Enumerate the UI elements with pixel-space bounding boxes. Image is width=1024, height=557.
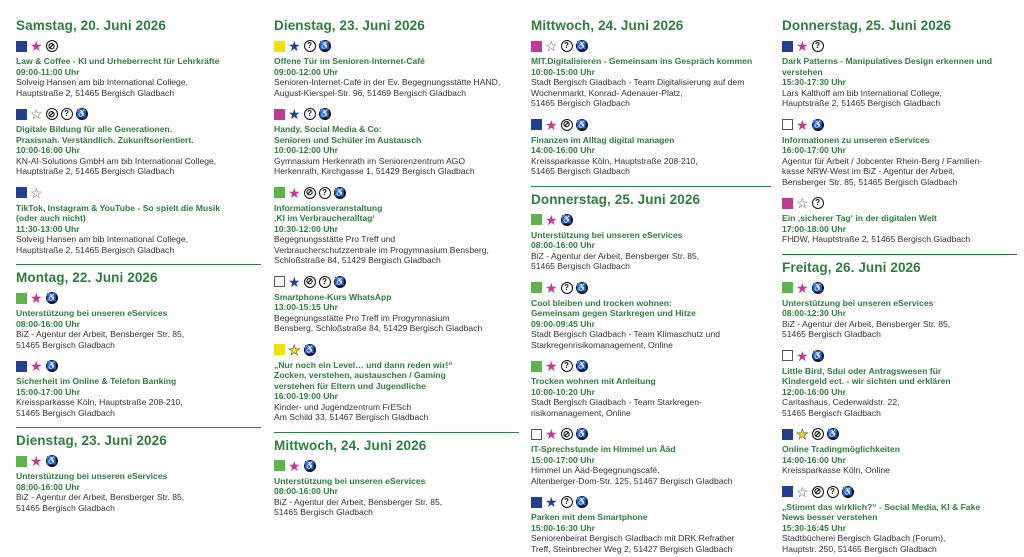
category-square-yellow-icon (274, 41, 285, 52)
category-square-blue-icon (531, 119, 542, 130)
category-square-green-icon (531, 214, 542, 225)
event-location: Stadtbücherei Bergisch Gladbach (Forum), Hauptstr. 250, 51465 Bergisch Gladbach (782, 533, 946, 554)
event-entry (16, 107, 261, 177)
event-title: Sicherheit im Online & Telefon Banking (16, 376, 177, 386)
category-square-blue-icon (782, 429, 793, 440)
star-magenta-icon: ★ (30, 290, 43, 306)
event-icons (782, 427, 1017, 441)
event-title: TikTok, Instagram & YouTube - So spielt die Musik (oder auch nicht) (16, 202, 221, 223)
event-title: Law & Coffee - KI und Urheberrecht für Lehrkräfte (16, 56, 220, 66)
category-square-green-icon (16, 456, 27, 467)
wheelchair-accessible-icon: ♿ (812, 350, 823, 360)
event-time: 17:00-18:00 Uhr (782, 223, 847, 234)
day-heading: Donnerstag, 25. Juni 2026 (531, 186, 771, 207)
event-location: Lars Kalthoff am bib International College, Hauptstraße 2, 51465 Bergisch Gladbach (782, 87, 942, 108)
category-square-green-icon (531, 361, 542, 372)
event-title: Digitale Bildung für alle Generationen. Praxisnah. Verständlich. Zukunftsorientiert. (16, 124, 194, 145)
question-icon: ? (61, 108, 73, 120)
event-icons (16, 39, 261, 53)
event-entry (531, 427, 771, 486)
event-icons (274, 343, 519, 357)
wheelchair-accessible-icon: ♿ (576, 119, 587, 129)
star-blue-icon: ★ (288, 38, 301, 54)
event-entry (16, 359, 261, 418)
star-magenta-icon: ★ (30, 38, 43, 54)
event-location: Kreissparkasse Köln, Hauptstraße 208-210, 51465 Bergisch Gladbach (531, 155, 698, 176)
schedule-column (16, 18, 261, 522)
star-yellow-icon: ★ (288, 341, 301, 358)
event-icons (782, 118, 1017, 132)
question-icon: ? (561, 360, 573, 372)
wheelchair-accessible-icon: ♿ (46, 361, 57, 370)
day-heading: Dienstag, 23. Juni 2026 (16, 427, 261, 448)
event-title: „Nur noch ein Level… und dann reden wir!“ Zocken, verstehen, austauschen / Gaming verstehen für Eltern und Jugendliche (274, 359, 453, 391)
event-entry (782, 349, 1017, 419)
day-heading: Freitag, 26. Juni 2026 (782, 254, 1017, 275)
event-icons (782, 39, 1017, 53)
wheelchair-accessible-icon: ♿ (812, 119, 823, 129)
event-time: 09:00-11:00 Uhr (16, 66, 80, 77)
event-time: 13:00-15:15 Uhr (274, 302, 339, 312)
category-square-green-icon (782, 282, 793, 293)
event-location: Himmel un Ääd-Begegnungscafé, Altenberger-Dom-Str. 125, 51467 Bergisch Gladbach (531, 465, 733, 486)
event-time: 08:00-16:00 Uhr (531, 240, 596, 250)
event-title: Handy, Social Media & Co: Senioren und Schüler im Austausch (274, 124, 422, 145)
event-title: Ein ‚sicherer Tag‘ in der digitalen Welt (782, 213, 937, 223)
schedule-column (782, 18, 1017, 557)
event-location: KN-AI-Solutions GmbH am bib International College, Hauptstraße 2, 51465 Bergisch Gladbach (16, 155, 217, 176)
category-square-green-icon (274, 460, 285, 471)
event-location: BiZ - Agentur der Arbeit, Bensberger Str. 85, 51465 Bergisch Gladbach (782, 318, 951, 339)
star-magenta-icon: ★ (288, 184, 301, 201)
event-title: MIT.Digitalisieren - Gemeinsam ins Gespräch kommen (531, 56, 753, 66)
event-location: Seniorenbeirat Bergisch Gladbach mit DRK Refrather Treff, Steinbrecher Weg 2, 51427 Bergisch Gladbach (531, 533, 735, 554)
event-icons (531, 118, 771, 132)
wheelchair-accessible-icon: ♿ (319, 41, 330, 50)
event-title: Smartphone-Kurs WhatsApp (274, 291, 392, 302)
event-entry (531, 39, 771, 109)
wheelchair-accessible-icon: ♿ (576, 497, 587, 506)
event-icons (16, 359, 261, 373)
category-square-green-icon (16, 293, 27, 304)
event-location: Stadt Bergisch Gladbach - Team Digitalisierung auf dem Wochenmarkt, Konrad- Adenauer-Platz, 51465 Bergisch Gladbach (531, 77, 745, 108)
event-title: Unterstützung bei unseren eServices (274, 475, 426, 486)
event-entry (16, 291, 261, 350)
category-square-blue-icon (782, 41, 793, 52)
star-white-icon: ☆ (30, 184, 43, 201)
star-magenta-icon: ★ (545, 116, 558, 133)
event-title: Finanzen im Alltag digital managen (531, 134, 675, 145)
event-title: Trocken wohnen mit Anleitung (531, 376, 656, 386)
event-entry (782, 118, 1017, 188)
event-location: BiZ - Agentur der Arbeit, Bensberger Str. 85, 51465 Bergisch Gladbach (531, 250, 700, 271)
category-square-magenta-icon (274, 109, 285, 120)
event-time: 15:30-16:45 Uhr (782, 522, 847, 533)
question-icon: ? (827, 486, 839, 498)
event-location: BiZ - Agentur der Arbeit, Bensberger Str. 85, 51465 Bergisch Gladbach (274, 496, 443, 517)
event-icons (531, 427, 771, 441)
event-title: „Stimmt das wirklich?“ - Social Media, KI & Fake News besser verstehen (782, 501, 981, 522)
wheelchair-accessible-icon: ♿ (561, 214, 572, 224)
event-location: FHDW, Hauptstraße 2, 51465 Bergisch Gladbach (782, 234, 971, 244)
category-square-blue-icon (782, 486, 793, 497)
day-heading: Montag, 22. Juni 2026 (16, 264, 261, 285)
category-square-yellow-icon (274, 344, 285, 355)
star-magenta-icon: ★ (545, 279, 558, 296)
question-icon: ? (561, 282, 573, 294)
category-square-blue-icon (16, 41, 27, 52)
event-location: Solveig Hansen am bib International College, Hauptstraße 2, 51465 Bergisch Gladbach (16, 77, 188, 98)
star-blue-icon: ★ (545, 494, 558, 510)
event-icons (782, 281, 1017, 295)
event-location: Stadt Bergisch Gladbach - Team Klimaschutz und Starkregenrisikomanagement, Online (531, 329, 720, 350)
event-time: 16:00-17:00 Uhr (782, 145, 847, 155)
event-title: Unterstützung bei unseren eServices (782, 297, 934, 308)
event-entry (274, 343, 519, 423)
star-magenta-icon: ★ (545, 358, 558, 374)
event-entry (16, 454, 261, 513)
star-magenta-icon: ★ (30, 358, 43, 374)
event-entry (531, 118, 771, 177)
category-square-blue-icon (16, 361, 27, 372)
event-entry (274, 459, 519, 518)
event-title: Parken mit dem Smartphone (531, 512, 648, 522)
event-title: Dark Patterns - Manipulatives Design erkennen und verstehen (782, 56, 993, 77)
event-icons (16, 107, 261, 121)
category-square-green-icon (274, 187, 285, 198)
event-entry (782, 485, 1017, 555)
no-registration-icon: ⊘ (46, 108, 58, 120)
event-entry (782, 427, 1017, 476)
event-location: Gymnasium Herkenrath im Seniorenzentrum AGO Herkenrath, Kirchgasse 1, 51429 Bergisch Gladbach (274, 155, 475, 176)
wheelchair-accessible-icon: ♿ (319, 109, 330, 118)
event-icons (782, 485, 1017, 499)
event-time: 12:00-16:00 Uhr (782, 386, 847, 397)
event-location: Kreissparkasse Köln, Online (782, 465, 890, 475)
event-time: 10:00-15:00 Uhr (531, 66, 596, 77)
event-entry (782, 281, 1017, 340)
question-icon: ? (561, 40, 573, 52)
category-square-magenta-icon (531, 41, 542, 52)
event-time: 09:00-12:00 Uhr (274, 66, 339, 77)
no-registration-icon: ⊘ (561, 428, 573, 440)
event-icons (274, 275, 519, 289)
wheelchair-accessible-icon: ♿ (304, 460, 315, 470)
event-entry (531, 213, 771, 272)
question-icon: ? (812, 197, 824, 209)
star-magenta-icon: ★ (796, 279, 809, 296)
event-time: 14:00-16:00 Uhr (531, 145, 596, 155)
wheelchair-accessible-icon: ♿ (576, 429, 587, 438)
wheelchair-accessible-icon: ♿ (842, 486, 853, 496)
event-title: Cool bleiben und trocken wohnen: Gemeinsam gegen Starkregen und Hitze (531, 297, 696, 318)
category-square-white-icon (782, 350, 793, 361)
schedule-column (274, 18, 519, 527)
event-time: 15:00-17:00 Uhr (531, 454, 596, 465)
event-time: 16:00-19:00 Uhr (274, 391, 339, 401)
event-entry (274, 186, 519, 266)
event-entry (274, 275, 519, 334)
event-icons (16, 186, 261, 200)
star-yellow-icon: ★ (796, 426, 809, 442)
event-title: Unterstützung bei unseren eServices (531, 229, 683, 240)
event-time: 08:00-16:00 Uhr (274, 486, 339, 496)
wheelchair-accessible-icon: ♿ (812, 282, 823, 292)
event-location: Kinder- und Jugendzentrum FrESch Am Schild 33, 51467 Bergisch Gladbach (274, 401, 429, 422)
wheelchair-accessible-icon: ♿ (46, 293, 57, 302)
event-icons (782, 196, 1017, 210)
event-icons (531, 359, 771, 373)
event-location: Kreissparkasse Köln, Hauptstraße 208-210, 51465 Bergisch Gladbach (16, 397, 183, 418)
event-icons (782, 349, 1017, 363)
question-icon: ? (304, 40, 316, 52)
star-magenta-icon: ★ (288, 457, 301, 474)
event-entry (782, 39, 1017, 109)
star-magenta-icon: ★ (30, 453, 43, 469)
category-square-blue-icon (16, 109, 27, 120)
event-entry (274, 107, 519, 177)
day-heading: Donnerstag, 25. Juni 2026 (782, 18, 952, 33)
event-location: Senioren-Internet-Café in der Ev. Begegnungsstätte HAND, August-Kierspel-Str. 96, 51469 Bergisch Gladbach (274, 77, 501, 98)
question-icon: ? (304, 108, 316, 120)
wheelchair-accessible-icon: ♿ (304, 344, 315, 354)
star-magenta-icon: ★ (796, 347, 809, 364)
star-white-icon: ☆ (30, 106, 43, 122)
event-time: 08:00-12:30 Uhr (782, 308, 847, 318)
no-registration-icon: ⊘ (812, 428, 824, 440)
wheelchair-accessible-icon: ♿ (334, 276, 345, 286)
star-magenta-icon: ★ (545, 426, 558, 442)
day-heading: Mittwoch, 24. Juni 2026 (531, 18, 684, 33)
star-magenta-icon: ★ (796, 116, 809, 133)
event-icons (16, 291, 261, 305)
star-blue-icon: ★ (288, 106, 301, 122)
event-time: 14:00-16:00 Uhr (782, 454, 847, 465)
event-title: Informationen zu unseren eServices (782, 134, 930, 145)
no-registration-icon: ⊘ (812, 486, 824, 498)
category-square-magenta-icon (782, 198, 793, 209)
event-entry (531, 281, 771, 351)
event-time: 09:00-09:45 Uhr (531, 318, 596, 329)
event-title: Unterstützung bei unseren eServices (16, 471, 168, 481)
event-time: 10:00-12:00 Uhr (274, 145, 339, 155)
category-square-blue-icon (531, 497, 542, 508)
event-entry (531, 495, 771, 554)
star-white-icon: ☆ (545, 38, 558, 54)
wheelchair-accessible-icon: ♿ (46, 456, 57, 465)
event-title: IT-Sprechstunde im Himmel un Ääd (531, 444, 676, 454)
category-square-white-icon (782, 119, 793, 130)
event-time: 15:30-17:30 Uhr (782, 77, 847, 87)
star-magenta-icon: ★ (796, 38, 809, 54)
event-location: Caritashaus, Cederwaldstr. 22, 51465 Bergisch Gladbach (782, 397, 900, 418)
event-time: 10:00-10:20 Uhr (531, 386, 596, 397)
question-icon: ? (812, 40, 824, 52)
star-white-icon: ☆ (796, 195, 809, 211)
event-icons (274, 186, 519, 200)
day-heading: Samstag, 20. Juni 2026 (16, 18, 167, 33)
event-icons (16, 454, 261, 468)
event-entry (274, 39, 519, 98)
category-square-green-icon (531, 282, 542, 293)
category-square-blue-icon (16, 187, 27, 198)
category-square-white-icon (274, 276, 285, 287)
event-time: 10:00-16:00 Uhr (16, 145, 81, 155)
question-icon: ? (561, 496, 573, 508)
event-time: 08:00-16:00 Uhr (16, 318, 81, 329)
event-icons (531, 281, 771, 295)
event-time: 15:00-17:00 Uhr (16, 386, 81, 397)
event-icons (274, 39, 519, 53)
event-time: 10:30-12:00 Uhr (274, 223, 339, 234)
event-icons (531, 39, 771, 53)
event-time: 08:00-16:00 Uhr (16, 481, 81, 492)
event-time: 15:00-16:30 Uhr (531, 522, 596, 533)
event-location: Solveig Hansen am bib International College, Hauptstraße 2, 51465 Bergisch Gladbach (16, 234, 188, 255)
event-title: Little Bird, Sdui oder Antragswesen für Kindergeld ect. - wir sichten und erklären (782, 365, 951, 386)
event-title: Informationsveranstaltung ‚KI im Verbraucheralltag‘ (274, 202, 383, 223)
day-heading: Mittwoch, 24. Juni 2026 (274, 432, 519, 453)
event-title: Offene Tür im Senioren-Internet-Café (274, 56, 425, 66)
event-icons (274, 459, 519, 473)
star-magenta-icon: ★ (545, 211, 558, 228)
schedule-column (531, 18, 771, 557)
event-location: BiZ - Agentur der Arbeit, Bensberger Str. 85, 51465 Bergisch Gladbach (16, 329, 185, 350)
day-heading: Dienstag, 23. Juni 2026 (274, 18, 425, 33)
question-icon: ? (319, 187, 331, 199)
no-registration-icon: ⊘ (561, 119, 573, 131)
event-location: Agentur für Arbeit / Jobcenter Rhein-Berg / Familien- kasse NRW-West im BiZ - Agentur der Arbeit, Bensberger Str. 85, 51465 Bergisch Gladbach (782, 155, 983, 187)
no-registration-icon: ⊘ (46, 40, 58, 52)
star-white-icon: ☆ (796, 483, 809, 500)
event-location: Begegnungsstätte Pro Treff und Verbraucherschutzzentrale im Progymnasium Bensberg, Schloßstraße 84, 51429 Bergisch Gladbach (274, 234, 489, 265)
wheelchair-accessible-icon: ♿ (576, 41, 587, 50)
event-time: 11:30-13:00 Uhr (16, 223, 80, 234)
event-location: Stadt Bergisch Gladbach - Team Starkregen- risikomanagement, Online (531, 397, 702, 418)
event-entry (16, 39, 261, 98)
event-title: Unterstützung bei unseren eServices (16, 308, 168, 318)
wheelchair-accessible-icon: ♿ (76, 109, 87, 118)
wheelchair-accessible-icon: ♿ (827, 429, 838, 438)
event-icons (531, 213, 771, 227)
event-location: Begegnungsstätte Pro Treff im Progymnasium Bensberg, Schloßstraße 84, 51429 Bergisch Gladbach (274, 312, 483, 333)
question-icon: ? (319, 276, 331, 288)
wheelchair-accessible-icon: ♿ (576, 282, 587, 292)
no-registration-icon: ⊘ (304, 187, 316, 199)
wheelchair-accessible-icon: ♿ (334, 187, 345, 197)
event-title: Online Tradingmöglichkeiten (782, 444, 900, 454)
event-icons (274, 107, 519, 121)
event-location: BiZ - Agentur der Arbeit, Bensberger Str. 85, 51465 Bergisch Gladbach (16, 492, 185, 513)
category-square-white-icon (531, 429, 542, 440)
event-icons (531, 495, 771, 509)
event-entry (782, 196, 1017, 245)
wheelchair-accessible-icon: ♿ (576, 361, 587, 370)
no-registration-icon: ⊘ (304, 276, 316, 288)
event-entry (531, 359, 771, 418)
event-entry (16, 186, 261, 256)
star-blue-icon: ★ (288, 273, 301, 290)
